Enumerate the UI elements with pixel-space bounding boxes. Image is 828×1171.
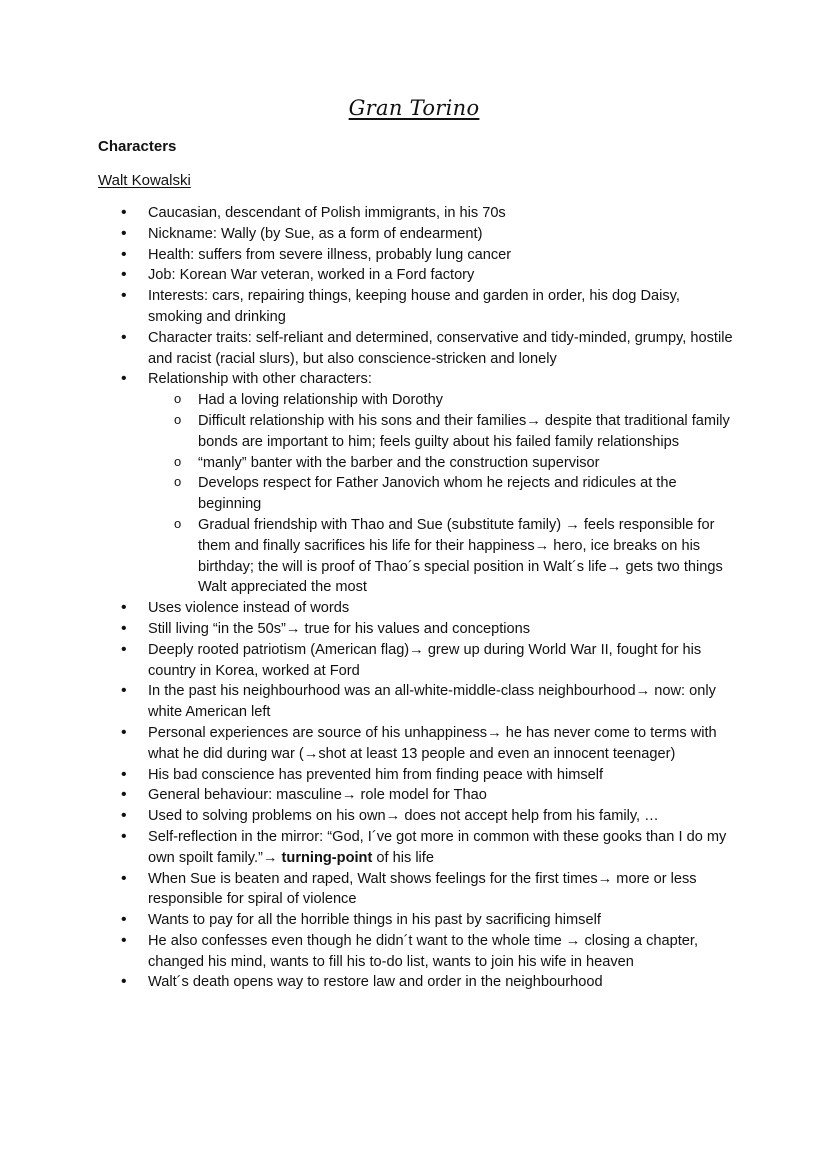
list-item: • Used to solving problems on his own→ does not accept help from his family, … xyxy=(98,806,738,827)
relationships-sublist xyxy=(148,390,738,598)
sub-list-item: o Had a loving relationship with Dorothy xyxy=(148,390,738,411)
section-heading: Characters xyxy=(98,138,177,155)
list-item: • Wants to pay for all the horrible things in his past by sacrificing himself xyxy=(98,910,738,931)
list-item: • Interests: cars, repairing things, keeping house and garden in order, his dog Daisy, smoking and drinking xyxy=(98,286,738,328)
turning-point-bold: turning-point xyxy=(281,849,373,866)
sub-list-item: o Develops respect for Father Janovich whom he rejects and ridicules at the beginning xyxy=(148,473,738,515)
list-item: • Uses violence instead of words xyxy=(98,598,738,619)
quote-text: Self-reflection in the mirror: “God, I´ve got more in common with these gooks than I do my own spoilt family.”→ xyxy=(148,828,727,866)
list-item: • Still living “in the 50s”→ true for his values and conceptions xyxy=(98,619,738,640)
list-item: • Personal experiences are source of his unhappiness→ he has never come to terms with what he did during war (→shot at least 13 people and even an innocent teenager) xyxy=(98,723,738,765)
list-item: • Caucasian, descendant of Polish immigrants, in his 70s xyxy=(98,203,738,224)
list-item: • Character traits: self-reliant and determined, conservative and tidy-minded, grumpy, hostile and racist (racial slurs), but also conscience-stricken and lonely xyxy=(98,328,738,370)
document-title: Gran Torino xyxy=(348,96,480,120)
sub-list-item: o Gradual friendship with Thao and Sue (substitute family) → feels responsible for them and finally sacrifices his life for their happiness→ hero, ice breaks on his birthday; the will is proof of Thao´s special position in Walt´s life→ gets two things Walt appreciated the most xyxy=(148,515,738,598)
character-name: Walt Kowalski xyxy=(98,172,191,189)
character-notes-list xyxy=(98,203,738,993)
list-item-label: Relationship with other characters: xyxy=(148,371,372,388)
list-item-mirror-quote xyxy=(98,827,738,869)
list-item: • Health: suffers from severe illness, probably lung cancer xyxy=(98,245,738,266)
list-item: • General behaviour: masculine→ role model for Thao xyxy=(98,785,738,806)
list-item-relationships xyxy=(98,369,738,598)
list-item: • Nickname: Wally (by Sue, as a form of endearment) xyxy=(98,224,738,245)
sub-list-item: o “manly” banter with the barber and the construction supervisor xyxy=(148,453,738,474)
list-item: • He also confesses even though he didn´t want to the whole time → closing a chapter, changed his mind, wants to fill his to-do list, wants to join his wife in heaven xyxy=(98,931,738,973)
list-item: • Job: Korean War veteran, worked in a Ford factory xyxy=(98,265,738,286)
list-item: • Deeply rooted patriotism (American flag)→ grew up during World War II, fought for his country in Korea, worked at Ford xyxy=(98,640,738,682)
list-item: • Walt´s death opens way to restore law and order in the neighbourhood xyxy=(98,972,738,993)
list-item: • In the past his neighbourhood was an all-white-middle-class neighbourhood→ now: only white American left xyxy=(98,681,738,723)
list-item: • When Sue is beaten and raped, Walt shows feelings for the first times→ more or less responsible for spiral of violence xyxy=(98,869,738,911)
quote-tail: of his life xyxy=(372,849,434,866)
list-item: • His bad conscience has prevented him from finding peace with himself xyxy=(98,765,738,786)
sub-list-item: o Difficult relationship with his sons and their families→ despite that traditional family bonds are important to him; feels guilty about his failed family relationships xyxy=(148,411,738,453)
